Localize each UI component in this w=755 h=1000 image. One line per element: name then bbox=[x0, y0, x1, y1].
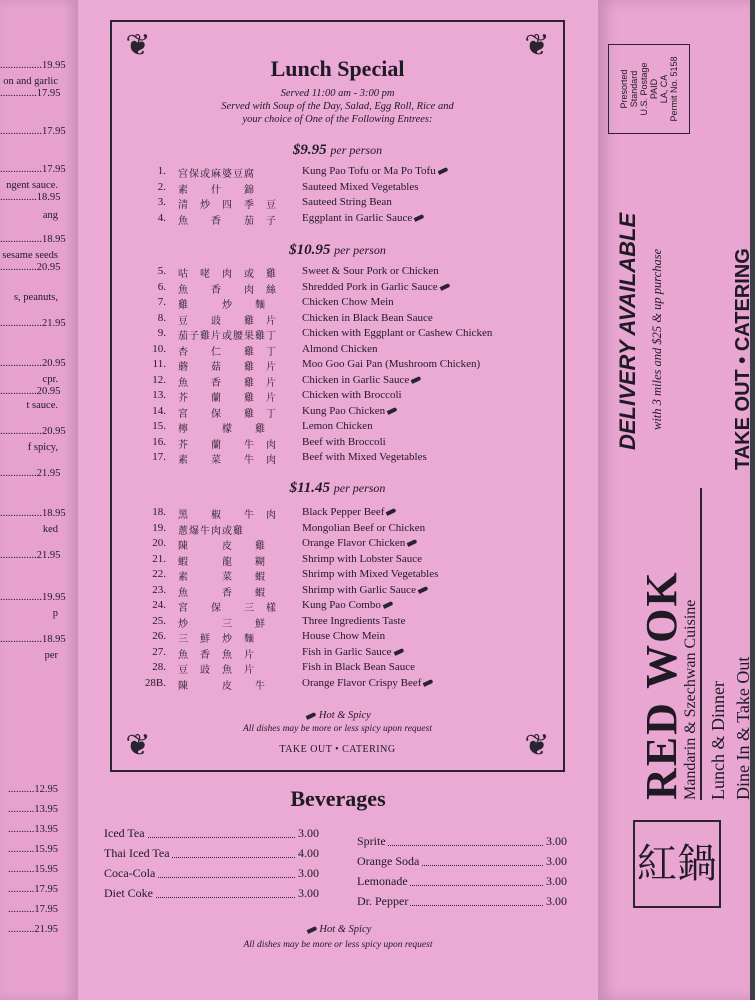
item-number: 15. bbox=[152, 420, 166, 432]
beverage-name: Sprite bbox=[357, 834, 386, 848]
item-number: 6. bbox=[157, 280, 166, 293]
beverage-price: 4.00 bbox=[298, 846, 319, 860]
item-number: 19. bbox=[152, 521, 166, 534]
left-panel-fragment: ................18.95 bbox=[0, 508, 66, 519]
item-number: 14. bbox=[152, 404, 166, 417]
item-number: 21. bbox=[152, 552, 166, 565]
menu-item bbox=[112, 537, 552, 552]
item-chinese-name: 豆 豉 雞 片 bbox=[178, 315, 277, 327]
menu-item bbox=[112, 296, 552, 311]
left-panel-fragment: ..........13.95 bbox=[8, 824, 58, 835]
item-chinese-name: 宮 保 三 樣 bbox=[178, 603, 277, 614]
menu-item bbox=[112, 584, 552, 599]
item-number: 3. bbox=[157, 196, 166, 208]
restaurant-logo: 紅鍋 bbox=[633, 820, 721, 908]
beverage-name: Diet Coke bbox=[104, 886, 153, 900]
left-panel-fragment: ..............18.95 bbox=[0, 192, 61, 203]
item-number: 11. bbox=[152, 358, 166, 370]
item-number: 13. bbox=[152, 389, 166, 401]
menu-item bbox=[112, 358, 552, 373]
item-number: 16. bbox=[152, 435, 166, 448]
item-english-name: Beef with Broccoli bbox=[302, 435, 386, 448]
chili-pepper-icon bbox=[423, 679, 434, 687]
item-english-name: Almond Chicken bbox=[302, 342, 378, 355]
item-english-name: Shredded Pork in Garlic Sauce bbox=[302, 281, 450, 293]
item-english-name: Shrimp with Lobster Sauce bbox=[302, 552, 423, 565]
left-panel-fragment: ................17.95 bbox=[0, 126, 66, 137]
chili-pepper-icon bbox=[407, 540, 418, 548]
chili-pepper-icon bbox=[418, 586, 429, 594]
beverage-item bbox=[357, 874, 567, 890]
left-panel-fragment: ked bbox=[42, 524, 58, 535]
item-english-name: Mongolian Beef or Chicken bbox=[302, 521, 426, 534]
served-time: Served 11:00 am - 3:00 pm bbox=[280, 88, 395, 99]
chili-pepper-icon bbox=[439, 283, 450, 291]
item-number: 1. bbox=[157, 165, 166, 177]
item-number: 7. bbox=[157, 296, 166, 308]
postage-line: Presorted bbox=[619, 69, 629, 109]
item-english-name: House Chow Mein bbox=[302, 630, 386, 642]
left-panel-fragment: ................20.95 bbox=[0, 426, 66, 437]
item-number: 27. bbox=[152, 645, 166, 658]
left-panel-fragment: ..........17.95 bbox=[8, 884, 58, 895]
takeout-catering: TAKE OUT • CATERING bbox=[279, 744, 396, 755]
ornament-icon: ❦ bbox=[524, 29, 550, 62]
ornament-icon: ❦ bbox=[125, 729, 151, 762]
item-number: 25. bbox=[152, 614, 166, 627]
menu-item bbox=[112, 389, 552, 404]
menu-item bbox=[112, 312, 552, 327]
item-english-name: Kung Pao Tofu or Ma Po Tofu bbox=[302, 165, 448, 177]
left-panel-fragment: ................19.95 bbox=[0, 592, 66, 603]
item-chinese-name: 魚 香 魚 片 bbox=[178, 649, 255, 661]
left-panel-fragment: s, peanuts, bbox=[13, 292, 58, 303]
item-chinese-name: 魚 香 蝦 bbox=[178, 587, 266, 599]
item-chinese-name: 宫保或麻婆豆腐 bbox=[178, 169, 255, 180]
left-panel-fragment: ..............20.95 bbox=[0, 386, 61, 397]
item-english-name: Sauteed String Bean bbox=[302, 196, 392, 208]
left-panel-fragment: ..............21.95 bbox=[0, 550, 61, 561]
menu-item bbox=[112, 661, 552, 676]
divider bbox=[700, 488, 702, 800]
tier-price-heading bbox=[112, 242, 563, 259]
item-chinese-name: 魚 香 雞 片 bbox=[178, 377, 277, 389]
chili-pepper-icon bbox=[411, 376, 422, 384]
beverage-price: 3.00 bbox=[546, 874, 567, 888]
menu-item bbox=[112, 165, 552, 180]
menu-item bbox=[112, 436, 552, 451]
left-panel-fragment: ..........17.95 bbox=[8, 904, 58, 915]
menu-item bbox=[112, 506, 552, 521]
left-panel-fragment: ngent sauce. bbox=[6, 180, 58, 191]
menu-item bbox=[112, 181, 552, 196]
served-with-line-2: your choice of One of the Following Entrees: bbox=[242, 114, 433, 125]
per-person-label: per person bbox=[330, 143, 383, 157]
beverage-price: 3.00 bbox=[298, 866, 319, 880]
item-english-name: Beef with Mixed Vegetables bbox=[302, 451, 427, 463]
chili-pepper-icon bbox=[306, 712, 317, 720]
beverage-name: Thai Iced Tea bbox=[104, 846, 170, 860]
item-chinese-name: 素 菜 蝦 bbox=[178, 572, 266, 583]
menu-item bbox=[112, 281, 552, 296]
spicy-note: All dishes may be more or less spicy upon request bbox=[243, 940, 433, 950]
postage-text bbox=[619, 46, 679, 132]
item-english-name: Chicken with Broccoli bbox=[302, 389, 402, 401]
left-panel-fragment: ..............17.95 bbox=[0, 88, 61, 99]
menu-item bbox=[112, 343, 552, 358]
lunch-special-title: Lunch Special bbox=[270, 56, 405, 81]
item-english-name: Fish in Black Bean Sauce bbox=[302, 661, 416, 673]
item-english-name: Three Ingredients Taste bbox=[302, 614, 406, 627]
postage-line: Permit No. 5158 bbox=[669, 56, 679, 122]
chili-pepper-icon bbox=[437, 168, 448, 176]
menu-item bbox=[112, 374, 552, 389]
left-panel-fragment: ................17.95 bbox=[0, 164, 66, 175]
item-chinese-name: 黑 椒 牛 肉 bbox=[178, 510, 277, 521]
menu-item bbox=[112, 568, 552, 583]
item-number: 8. bbox=[157, 311, 166, 324]
menu-item bbox=[112, 265, 552, 280]
item-chinese-name: 素 菜 牛 肉 bbox=[178, 455, 277, 466]
left-panel-fragment: on and garlic bbox=[3, 76, 58, 87]
item-number: 22. bbox=[152, 568, 166, 580]
menu-item bbox=[112, 405, 552, 420]
beverage-item bbox=[104, 886, 319, 902]
item-english-name: Kung Pao Combo bbox=[302, 599, 393, 611]
item-chinese-name: 芥 蘭 雞 片 bbox=[178, 393, 277, 404]
beverage-price: 3.00 bbox=[298, 826, 319, 840]
postage-line: Standard bbox=[629, 70, 639, 108]
left-panel-fragment: ..........15.95 bbox=[8, 864, 58, 875]
item-english-name: Sauteed Mixed Vegetables bbox=[302, 180, 419, 193]
delivery-available: DELIVERY AVAILABLE bbox=[615, 212, 640, 450]
served-with-line-1: Served with Soup of the Day, Salad, Egg Roll, Rice and bbox=[221, 101, 454, 112]
item-number: 24. bbox=[152, 599, 166, 611]
item-chinese-name: 蝦 龍 糊 bbox=[178, 556, 266, 568]
item-number: 2. bbox=[157, 180, 166, 193]
item-chinese-name: 杏 仁 雞 丁 bbox=[178, 346, 277, 358]
left-panel-fragment: ................18.95 bbox=[0, 634, 66, 645]
item-chinese-name: 豆 豉 魚 片 bbox=[178, 665, 255, 676]
left-panel-fragment: ................19.95 bbox=[0, 60, 66, 71]
item-english-name: Kung Pao Chicken bbox=[302, 405, 397, 417]
postage-stamp bbox=[608, 44, 690, 134]
item-english-name: Moo Goo Gai Pan (Mushroom Chicken) bbox=[302, 358, 481, 370]
ornament-icon: ❦ bbox=[125, 29, 151, 62]
beverage-name: Lemonade bbox=[357, 874, 408, 888]
item-english-name: Orange Flavor Crispy Beef bbox=[302, 677, 433, 689]
item-english-name: Orange Flavor Chicken bbox=[302, 537, 417, 549]
item-number: 28B. bbox=[144, 676, 166, 689]
beverage-price: 3.00 bbox=[546, 854, 567, 868]
menu-item bbox=[112, 553, 552, 568]
left-panel-fragment: ..........15.95 bbox=[8, 844, 58, 855]
menu-item bbox=[112, 451, 552, 466]
beverage-name: Dr. Pepper bbox=[357, 894, 409, 908]
left-panel-fragment: ..........13.95 bbox=[8, 804, 58, 815]
tier-price-heading bbox=[112, 480, 563, 497]
item-english-name: Chicken in Garlic Sauce bbox=[302, 374, 421, 386]
restaurant-name: RED WOK bbox=[637, 570, 686, 800]
postage-line: U.S. Postage bbox=[639, 62, 649, 116]
item-english-name: Fish in Garlic Sauce bbox=[302, 646, 404, 658]
item-english-name: Chicken in Black Bean Sauce bbox=[302, 311, 433, 324]
menu-item bbox=[112, 677, 552, 692]
beverages-title: Beverages bbox=[290, 786, 386, 811]
item-english-name: Shrimp with Mixed Vegetables bbox=[302, 568, 439, 580]
item-number: 5. bbox=[157, 265, 166, 277]
item-number: 9. bbox=[157, 327, 166, 339]
item-number: 20. bbox=[152, 537, 166, 549]
postage-line: LA, CA bbox=[659, 74, 669, 104]
item-english-name: Sweet & Sour Pork or Chicken bbox=[302, 265, 439, 277]
item-chinese-name: 檸 檬 雞 bbox=[178, 424, 266, 435]
menu-item bbox=[112, 646, 552, 661]
left-panel-fragment: p bbox=[52, 608, 58, 619]
item-chinese-name: 蘑 菇 雞 片 bbox=[178, 362, 277, 373]
delivery-condition: with 3 miles and $25 & up purchase bbox=[650, 248, 664, 430]
item-number: 23. bbox=[152, 583, 166, 596]
spicy-note: All dishes may be more or less spicy upon request bbox=[242, 724, 432, 734]
left-panel-fragment: t sauce. bbox=[26, 400, 58, 411]
beverage-price: 3.00 bbox=[546, 894, 567, 908]
item-english-name: Chicken Chow Mein bbox=[302, 296, 394, 308]
menu-item bbox=[112, 630, 552, 645]
cuisine-type: Mandarin & Szechwan Cuisine bbox=[682, 599, 699, 800]
hot-spicy-legend: Hot & Spicy bbox=[78, 924, 598, 935]
chili-pepper-icon bbox=[306, 926, 317, 934]
left-panel-fragment: ang bbox=[42, 210, 58, 221]
left-panel-fragment: ..........12.95 bbox=[8, 784, 58, 795]
beverage-item bbox=[104, 826, 319, 842]
beverage-item bbox=[357, 894, 567, 910]
postage-line: PAID bbox=[649, 78, 659, 100]
item-chinese-name: 魚 香 肉 絲 bbox=[178, 284, 277, 296]
beverage-price: 3.00 bbox=[298, 886, 319, 900]
item-number: 28. bbox=[152, 661, 166, 673]
left-panel-fragment: per bbox=[44, 650, 58, 661]
left-panel-fragment: ..........21.95 bbox=[8, 924, 58, 935]
lunch-special-box bbox=[110, 20, 565, 772]
menu-item bbox=[112, 615, 552, 630]
left-panel-fragment: ................20.95 bbox=[0, 358, 66, 369]
tier-price: $9.95 bbox=[292, 142, 327, 158]
left-panel-fragment: cpr. bbox=[42, 374, 58, 385]
menu-item bbox=[112, 599, 552, 614]
item-english-name: Black Pepper Beef bbox=[302, 506, 396, 518]
item-chinese-name: 清 炒 四 季 豆 bbox=[178, 200, 277, 211]
left-panel-fragment: sesame seeds bbox=[2, 250, 58, 261]
cover-takeout-catering: TAKE OUT • CATERING bbox=[732, 248, 754, 470]
menu-item bbox=[112, 327, 552, 342]
menu-item bbox=[112, 420, 552, 435]
left-panel-fragment: ..............20.95 bbox=[0, 262, 61, 273]
item-chinese-name: 咕 咾 肉 或 雞 bbox=[178, 269, 277, 280]
item-chinese-name: 炒 三 鮮 bbox=[178, 618, 266, 630]
item-number: 26. bbox=[152, 630, 166, 642]
per-person-label: per person bbox=[333, 481, 386, 495]
tier-price: $11.45 bbox=[289, 480, 330, 496]
dine-in-take-out: Dine In & Take Out bbox=[733, 656, 753, 800]
tier-price-heading bbox=[112, 142, 563, 159]
item-number: 18. bbox=[152, 506, 166, 518]
item-number: 10. bbox=[152, 342, 166, 355]
item-chinese-name: 茄子雞片或腰果雞丁 bbox=[178, 331, 277, 342]
beverage-name: Coca-Cola bbox=[104, 866, 156, 880]
beverage-item bbox=[357, 834, 567, 850]
beverage-item bbox=[104, 846, 319, 862]
item-number: 17. bbox=[152, 451, 166, 463]
menu-item bbox=[112, 522, 552, 537]
beverage-item bbox=[104, 866, 319, 882]
item-english-name: Lemon Chicken bbox=[302, 420, 373, 432]
chili-pepper-icon bbox=[393, 648, 404, 656]
item-english-name: Shrimp with Garlic Sauce bbox=[302, 584, 428, 596]
item-chinese-name: 魚 香 茄 子 bbox=[178, 215, 277, 227]
beverage-name: Iced Tea bbox=[104, 826, 145, 840]
left-panel-fragment: f spicy, bbox=[27, 442, 58, 453]
left-panel-fragment: ................21.95 bbox=[0, 318, 66, 329]
chili-pepper-icon bbox=[382, 602, 393, 610]
item-chinese-name: 三 鮮 炒 麵 bbox=[178, 634, 255, 645]
menu-item bbox=[112, 212, 552, 227]
chili-pepper-icon bbox=[387, 407, 398, 415]
item-number: 12. bbox=[152, 373, 166, 386]
item-chinese-name: 雞 炒 麵 bbox=[178, 300, 266, 311]
leader-dots bbox=[357, 845, 567, 846]
item-number: 4. bbox=[157, 211, 166, 224]
chili-pepper-icon bbox=[386, 509, 397, 517]
lunch-dinner: Lunch & Dinner bbox=[708, 681, 728, 800]
item-chinese-name: 宮 保 雞 丁 bbox=[178, 408, 277, 420]
item-chinese-name: 素 什 錦 bbox=[178, 184, 255, 196]
item-english-name: Chicken with Eggplant or Cashew Chicken bbox=[302, 327, 493, 339]
tier-price: $10.95 bbox=[289, 242, 331, 258]
ornament-icon: ❦ bbox=[524, 729, 550, 762]
hot-spicy-legend: Hot & Spicy bbox=[112, 710, 563, 721]
beverage-price: 3.00 bbox=[546, 834, 567, 848]
chili-pepper-icon bbox=[414, 214, 425, 222]
left-panel-fragment: ..............21.95 bbox=[0, 468, 61, 479]
item-chinese-name: 陳 皮 雞 bbox=[178, 541, 266, 552]
item-english-name: Eggplant in Garlic Sauce bbox=[302, 212, 424, 224]
item-chinese-name: 陳 皮 牛 bbox=[178, 680, 266, 692]
per-person-label: per person bbox=[334, 243, 386, 257]
item-chinese-name: 蔥爆牛肉或雞 bbox=[178, 525, 244, 537]
beverage-item bbox=[357, 854, 567, 870]
item-chinese-name: 芥 蘭 牛 肉 bbox=[178, 439, 277, 451]
menu-item bbox=[112, 196, 552, 211]
left-panel-fragment: ................18.95 bbox=[0, 234, 66, 245]
beverage-name: Orange Soda bbox=[357, 854, 420, 868]
